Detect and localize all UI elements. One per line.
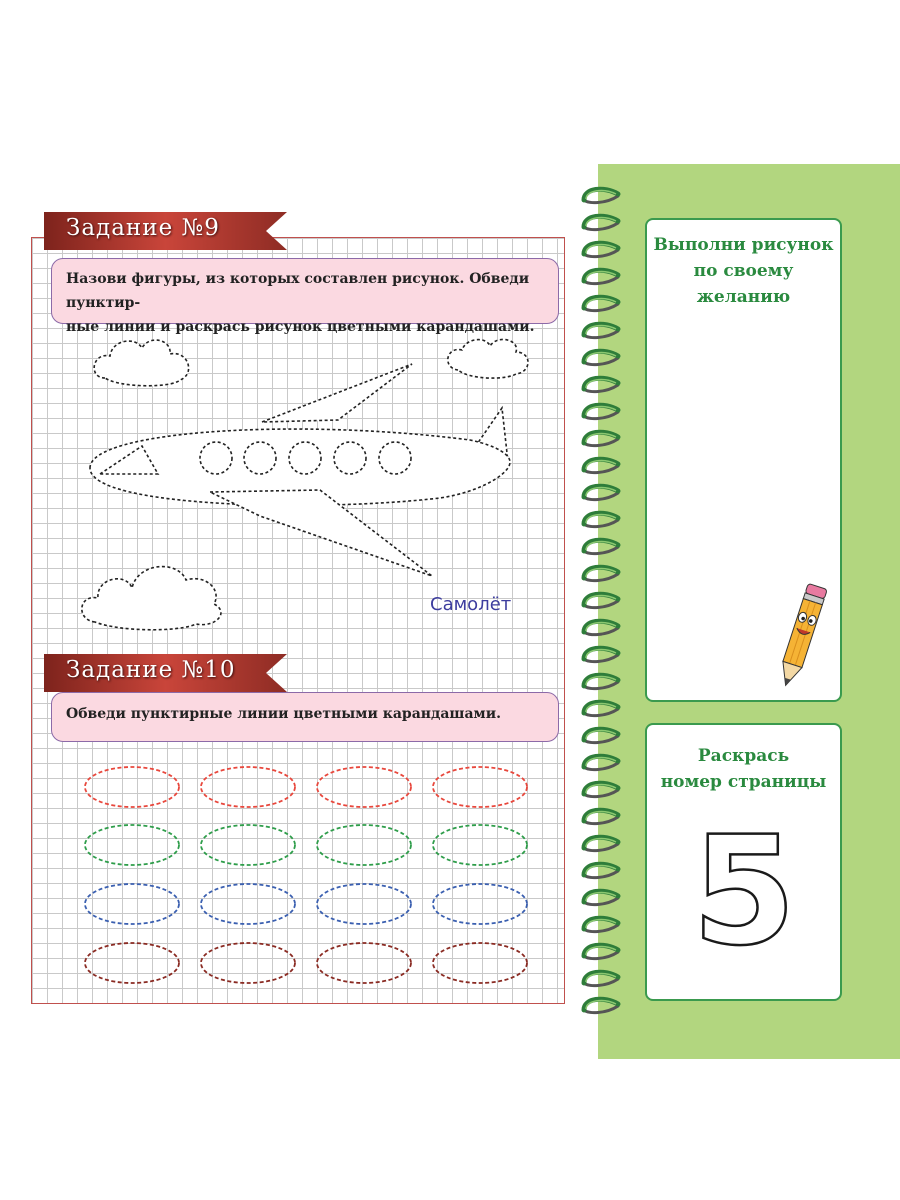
spiral-ring — [584, 243, 618, 256]
spiral-ring — [584, 621, 618, 634]
spiral-ring — [584, 189, 618, 202]
spiral-ring — [584, 513, 618, 526]
tracing-oval — [317, 943, 411, 983]
task10-title: Задание №10 — [66, 657, 236, 683]
spiral-ring — [584, 837, 618, 850]
pencil-icon — [772, 576, 832, 694]
spiral-ring — [584, 486, 618, 499]
spiral-ring — [584, 351, 618, 364]
spiral-ring — [584, 378, 618, 391]
spiral-ring — [584, 945, 618, 958]
tracing-oval — [201, 825, 295, 865]
page-number: 5 — [691, 825, 797, 955]
spiral-ring — [584, 324, 618, 337]
task10-instruction: Обведи пунктирные линии цветными карандашами. — [66, 706, 501, 722]
tracing-oval — [85, 884, 179, 924]
tracing-oval — [433, 943, 527, 983]
spiral-ring — [584, 270, 618, 283]
tracing-oval — [433, 825, 527, 865]
spiral-ring — [584, 594, 618, 607]
page-number-outline — [647, 825, 840, 955]
spiral-ring — [584, 891, 618, 904]
spiral-ring — [584, 405, 618, 418]
spiral-ring — [584, 810, 618, 823]
spiral-ring — [584, 648, 618, 661]
tracing-oval — [85, 943, 179, 983]
spiral-ring — [584, 459, 618, 472]
spiral-ring — [584, 702, 618, 715]
spiral-ring — [584, 783, 618, 796]
spiral-binding — [578, 182, 628, 1032]
tracing-oval — [433, 884, 527, 924]
draw-box-line1: Выполни рисунок — [653, 235, 834, 255]
tracing-oval — [85, 767, 179, 807]
tracing-oval — [201, 767, 295, 807]
spiral-ring — [584, 918, 618, 931]
spiral-ring — [584, 567, 618, 580]
task9-title: Задание №9 — [66, 215, 220, 241]
tracing-oval — [85, 825, 179, 865]
tracing-oval — [201, 943, 295, 983]
draw-box-line2: по своему желанию — [693, 261, 794, 307]
spiral-ring — [584, 297, 618, 310]
spiral-ring — [584, 999, 618, 1012]
page-number-box-line2: номер страницы — [660, 772, 827, 792]
tracing-oval — [201, 884, 295, 924]
spiral-ring — [584, 729, 618, 742]
spiral-ring — [584, 540, 618, 553]
page-number-box-title — [647, 743, 840, 795]
spiral-ring — [584, 216, 618, 229]
draw-box — [645, 218, 842, 702]
tracing-oval — [433, 767, 527, 807]
draw-box-title — [647, 232, 840, 310]
tracing-oval — [317, 884, 411, 924]
task9-instruction-line1: Назови фигуры, из которых составлен рисунок. Обведи пунктир- — [66, 271, 530, 311]
airplane-label: Самолёт — [430, 594, 512, 615]
spiral-ring — [584, 432, 618, 445]
tracing-oval — [317, 767, 411, 807]
spiral-ring — [584, 864, 618, 877]
page-number-box — [645, 723, 842, 1001]
spiral-ring — [584, 675, 618, 688]
spiral-ring — [584, 756, 618, 769]
page-number-box-line1: Раскрась — [697, 746, 790, 766]
task9-instruction-line2: ные линии и раскрась рисунок цветными карандашами. — [66, 319, 535, 335]
spiral-ring — [584, 972, 618, 985]
tracing-oval — [317, 825, 411, 865]
